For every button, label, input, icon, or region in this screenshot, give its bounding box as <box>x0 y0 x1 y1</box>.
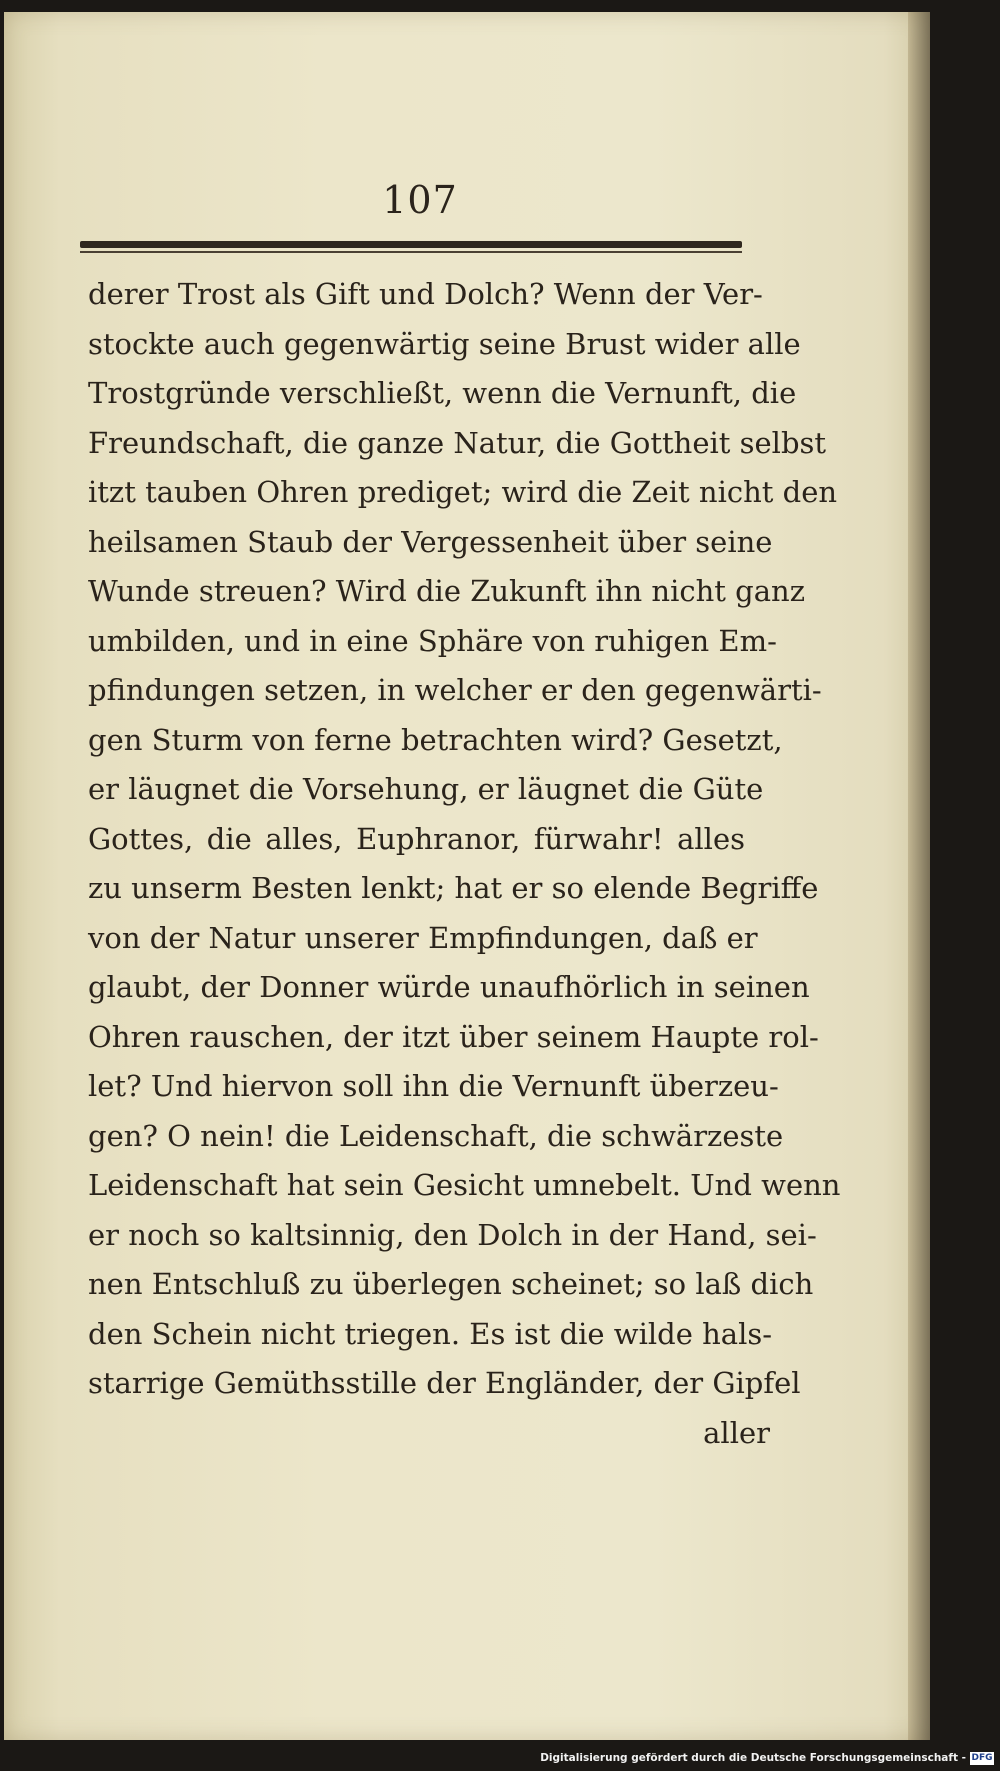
text-line: stockte auch gegenwärtig seine Brust wider alle <box>88 326 801 361</box>
text-line: heilsamen Staub der Vergessenheit über seine <box>88 524 773 559</box>
text-line: er läugnet die Vorsehung, er läugnet die Güte <box>88 772 764 806</box>
text-line: Leidenschaft hat sein Gesicht umnebelt. Und wenn <box>88 1168 841 1202</box>
header-rule-thin <box>80 251 742 253</box>
body-text <box>88 270 841 1409</box>
text-line: umbilden, und in eine Sphäre von ruhigen Em- <box>88 623 777 658</box>
text-line: pfindungen setzen, in welcher er den gegenwärti- <box>88 673 822 707</box>
text-line: itzt tauben Ohren prediget; wird die Zeit nicht den <box>88 475 838 509</box>
text-line: den Schein nicht triegen. Es ist die wilde hals- <box>88 1316 773 1351</box>
text-line: Wunde streuen? Wird die Zukunft ihn nicht ganz <box>88 574 805 608</box>
dfg-logo-icon: DFG <box>971 1753 993 1763</box>
page-edge-shadow <box>908 12 930 1740</box>
text-line: Freundschaft, die ganze Natur, die Gottheit selbst <box>88 425 827 460</box>
text-line: derer Trost als Gift und Dolch? Wenn der Ver- <box>88 277 763 311</box>
text-line: zu unserm Besten lenkt; hat er so elende Begriffe <box>88 871 819 905</box>
page-number: 107 <box>382 178 458 222</box>
footer-credit: Digitalisierung gefördert durch die Deutsche Forschungsgemeinschaft - <box>540 1752 966 1764</box>
text-line: Gottes, die alles, Euphranor, fürwahr! alles <box>88 821 745 856</box>
text-line: er noch so kaltsinnig, den Dolch in der Hand, sei- <box>88 1217 817 1252</box>
text-line: gen Sturm von ferne betrachten wird? Gesetzt, <box>88 722 783 757</box>
header-rule <box>80 241 742 248</box>
catchword: aller <box>703 1416 770 1450</box>
text-line: gen? O nein! die Leidenschaft, die schwärzeste <box>88 1118 784 1153</box>
text-line: nen Entschluß zu überlegen scheinet; so laß dich <box>88 1267 814 1301</box>
text-line: Trostgründe verschließt, wenn die Vernunft, die <box>88 376 797 410</box>
text-line: let? Und hiervon soll ihn die Vernunft überzeu- <box>88 1069 779 1103</box>
text-line: glaubt, der Donner würde unaufhörlich in seinen <box>88 970 810 1004</box>
text-line: von der Natur unserer Empfindungen, daß er <box>88 920 758 955</box>
text-line: starrige Gemüthsstille der Engländer, der Gipfel <box>88 1366 801 1400</box>
text-line: Ohren rauschen, der itzt über seinem Haupte rol- <box>88 1019 819 1054</box>
